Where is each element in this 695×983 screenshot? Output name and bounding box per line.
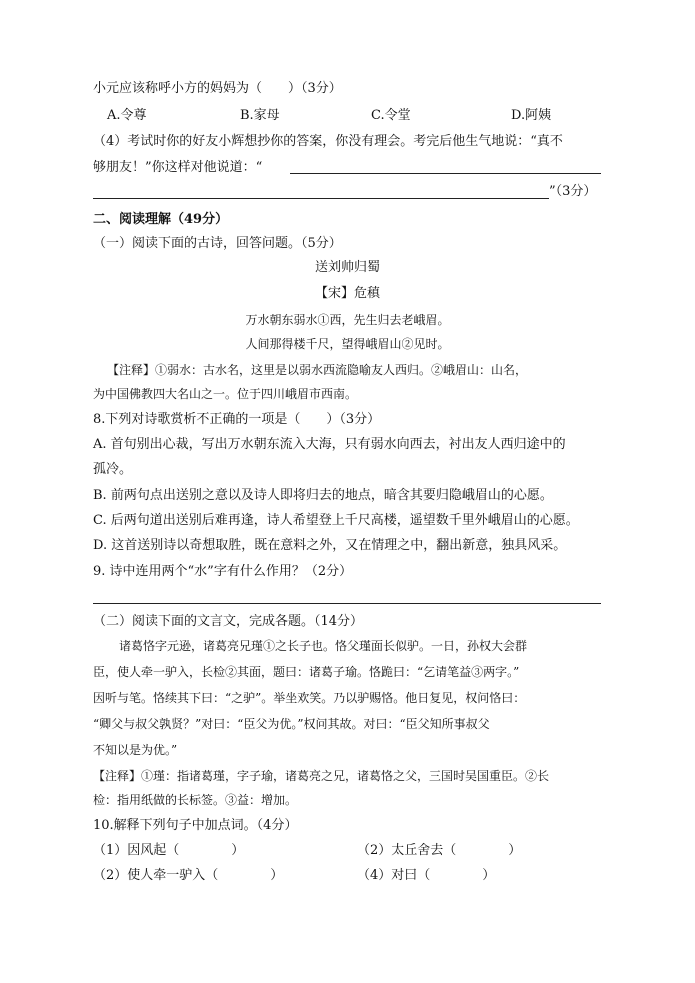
q8-option-a: A. 首句别出心裁，写出万水朝东流入大海，只有弱水向西去，衬出友人西归途中的 <box>93 437 566 452</box>
q7-option-c: C.令堂 <box>371 108 411 123</box>
poem-author: 【宋】危稹 <box>314 286 380 301</box>
q10-item: （4）对曰（ ） <box>357 868 496 883</box>
part1-heading: （一）阅读下面的古诗，回答问题。（5分） <box>93 236 342 251</box>
q10-item: （2）太丘舍去（ ） <box>357 843 522 858</box>
q7-part4-line2: 够朋友！”你这样对他说道：“ <box>93 160 263 175</box>
prose-line: 因听与笔。恪续其下曰：“之驴”。举坐欢笑。乃以驴赐恪。他日复见，权问恪曰： <box>93 691 526 705</box>
q7-option-d: D.阿姨 <box>511 108 552 123</box>
prose-line: 诸葛恪字元逊，诸葛亮兄瑾①之长子也。恪父瑾面长似驴。一日，孙权大会群 <box>107 639 528 653</box>
q7-part4-line1: （4）考试时你的好友小辉想抄你的答案，你没有理会。考完后他生气地说：“真不 <box>93 134 563 149</box>
poem-line: 人间那得楼千尺，望得峨眉山②见时。 <box>245 337 450 351</box>
q10-item: （1）因风起（ ） <box>93 843 245 858</box>
section-title: 二、阅读理解（49分） <box>93 212 229 227</box>
q10-stem: 10.解释下列句子中加点词。（4分） <box>93 818 298 833</box>
q7-part4-score: ”（3分） <box>549 184 597 199</box>
prose-note: 【注释】①瑾：指诸葛瑾，字子瑜，诸葛亮之兄，诸葛恪之父，三国时吴国重臣。②长 <box>93 769 550 783</box>
poem-title: 送刘帅归蜀 <box>314 260 380 275</box>
answer-line <box>290 173 601 174</box>
q7-stem: 小元应该称呼小方的妈妈为（ ）（3分） <box>93 81 342 96</box>
q8-stem: 8.下列对诗歌赏析不正确的一项是（ ）（3分） <box>93 412 381 427</box>
q8-option-c: C. 后两句道出送别后难再逢，诗人希望登上千尺高楼，遥望数千里外峨眉山的心愿。 <box>93 513 579 528</box>
q10-item: （2）使人牵一驴入（ ） <box>93 868 284 883</box>
poem-note: 为中国佛教四大名山之一。位于四川峨眉市西南。 <box>93 387 358 401</box>
q7-option-b: B.家母 <box>240 108 280 123</box>
answer-line <box>93 198 549 199</box>
q8-option-d: D. 这首送别诗以奇想取胜，既在意料之外，又在情理之中，翻出新意，独具风采。 <box>93 538 567 553</box>
q8-option-b: B. 前两句点出送别之意以及诗人即将归去的地点，暗含其要归隐峨眉山的心愿。 <box>93 488 553 503</box>
q7-option-a: A.令尊 <box>107 108 147 123</box>
poem-line: 万水朝东弱水①西，先生归去老峨眉。 <box>245 313 450 327</box>
prose-note: 检：指用纸做的长标签。③益：增加。 <box>93 793 298 807</box>
poem-note: 【注释】①弱水：古水名，这里是以弱水西流隐喻友人西归。②峨眉山：山名， <box>107 363 528 377</box>
prose-line: 不知以是为优。” <box>93 743 178 757</box>
prose-line: “卿父与叔父孰贤？”对曰：“臣父为优。”权问其故。对曰：“臣父知所事叔父 <box>93 717 490 731</box>
prose-line: 臣，使人牵一驴入，长检②其面，题曰：诸葛子瑜。恪跪曰：“乞请笔益③两字。” <box>93 665 520 679</box>
part2-heading: （二）阅读下面的文言文，完成各题。（14分） <box>93 614 364 629</box>
answer-line <box>93 603 601 604</box>
q9-stem: 9. 诗中连用两个“水”字有什么作用？（2分） <box>93 564 353 579</box>
q8-option-a-cont: 孤冷。 <box>93 462 133 477</box>
